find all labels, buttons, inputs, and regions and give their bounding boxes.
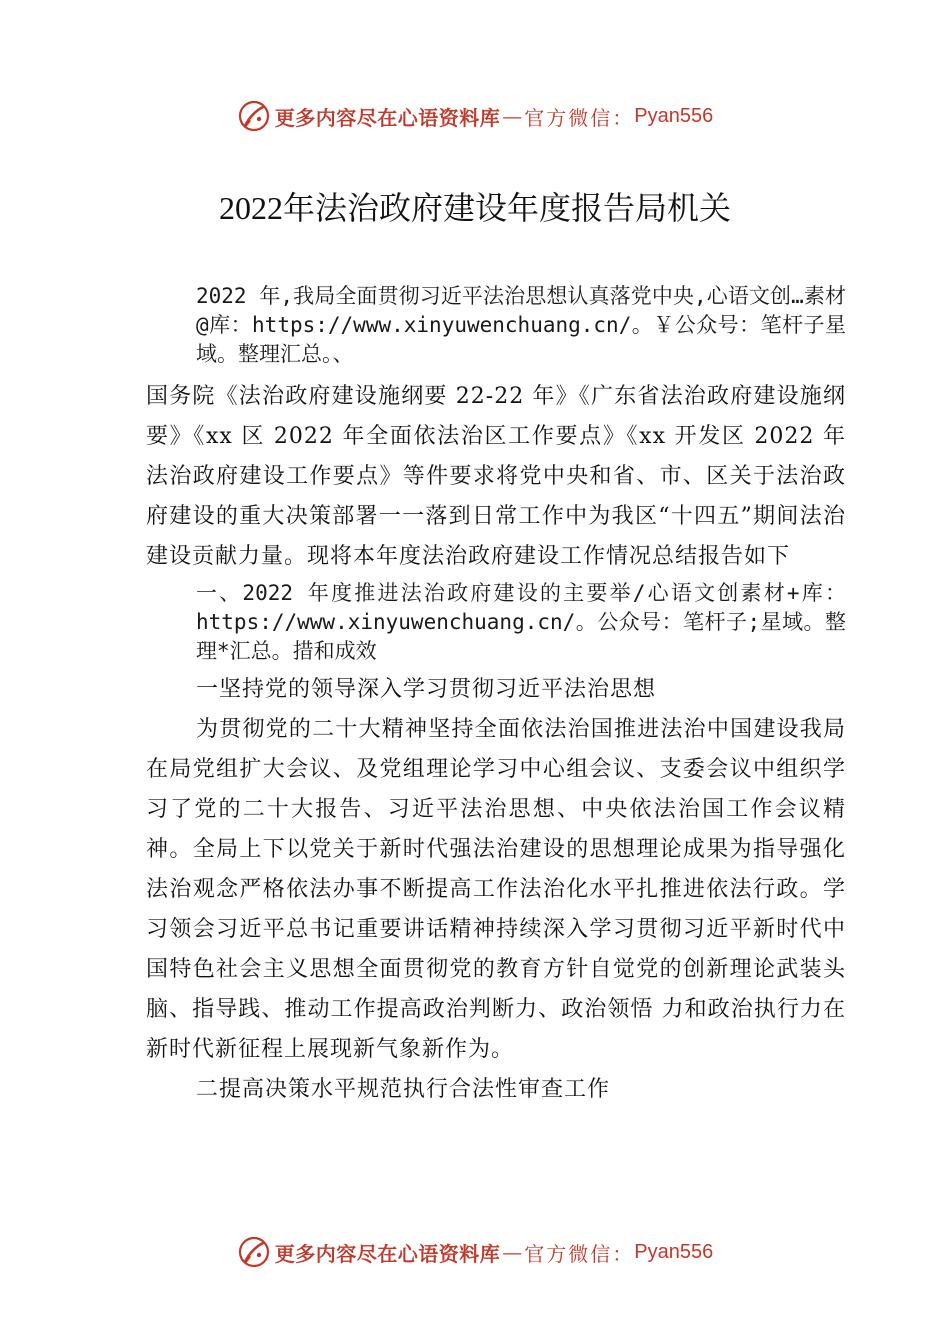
section-heading-1: 一、2022 年度推进法治政府建设的主要举/心语文创素材+库：https://www.xinyuwenchuang.cn/。公众号：笔杆子;星域。整理*汇总。措和成效 (196, 581, 846, 663)
banner-wechat-id: Pyan556 (634, 1240, 714, 1263)
banner-dash: — (502, 104, 523, 128)
banner-wechat-label: 官方微信： (524, 105, 635, 130)
header-banner (0, 96, 950, 136)
banner-dash: — (502, 1240, 523, 1264)
footer-banner (0, 1232, 950, 1272)
intro-paragraph: 国务院《法治政府建设施纲要 22-22 年》《广东省法治政府建设施纲要》《xx 区 2022 年全面依法治区工作要点》《xx 开发区 2022 年法治政府建设工作要点》等件要求将党中央和省、市、区关于法治政府建设的重大决策部署一一落到日常工作中为我区“十四五”期间法治建设贡献力量。现将本年度法治政府建设工作情况总结报告如下 (146, 384, 846, 569)
banner-slogan: 更多内容尽在心语资料库 (274, 1241, 501, 1266)
intro-watermark-paragraph: 2022 年,我局全面贯彻习近平法治思想认真落党中央,心语文创…素材@库：https://www.xinyuwenchuang.cn/。￥公众号：笔杆子星域。整理汇总。、 (196, 284, 846, 366)
banner-slogan: 更多内容尽在心语资料库 (274, 105, 501, 130)
subsection-heading-1: 一坚持党的领导深入学习贯彻习近平法治思想 (196, 677, 657, 702)
brush-logo-icon (237, 1235, 271, 1269)
subsection-heading-2: 二提高决策水平规范执行合法性审查工作 (196, 1077, 611, 1102)
banner-wechat-id: Pyan556 (634, 104, 714, 127)
subsection-paragraph-1: 为贯彻党的二十大精神坚持全面依法治国推进法治中国建设我局在局党组扩大会议、及党组理论学习中心组会议、支委会议中组织学习了党的二十大报告、习近平法治思想、中央依法治国工作会议精神。全局上下以党关于新时代强法治建设的思想理论成果为指导强化法治观念严格依法办事不断提高工作法治化水平扎推进依法行政。学习领会习近平总书记重要讲话精神持续深入学习贯彻习近平新时代中国特色社会主义思想全面贯彻党的教育方针自觉党的创新理论武装头脑、指导践、推动工作提高政治判断力、政治领悟 力和政治执行力在新时代新征程上展现新气象新作为。 (146, 717, 846, 1062)
brush-logo-icon (237, 99, 271, 133)
banner-wechat-label: 官方微信： (524, 1241, 635, 1266)
document-body (146, 282, 846, 1110)
document-title: 2022年法治政府建设年度报告局机关 (218, 190, 731, 226)
